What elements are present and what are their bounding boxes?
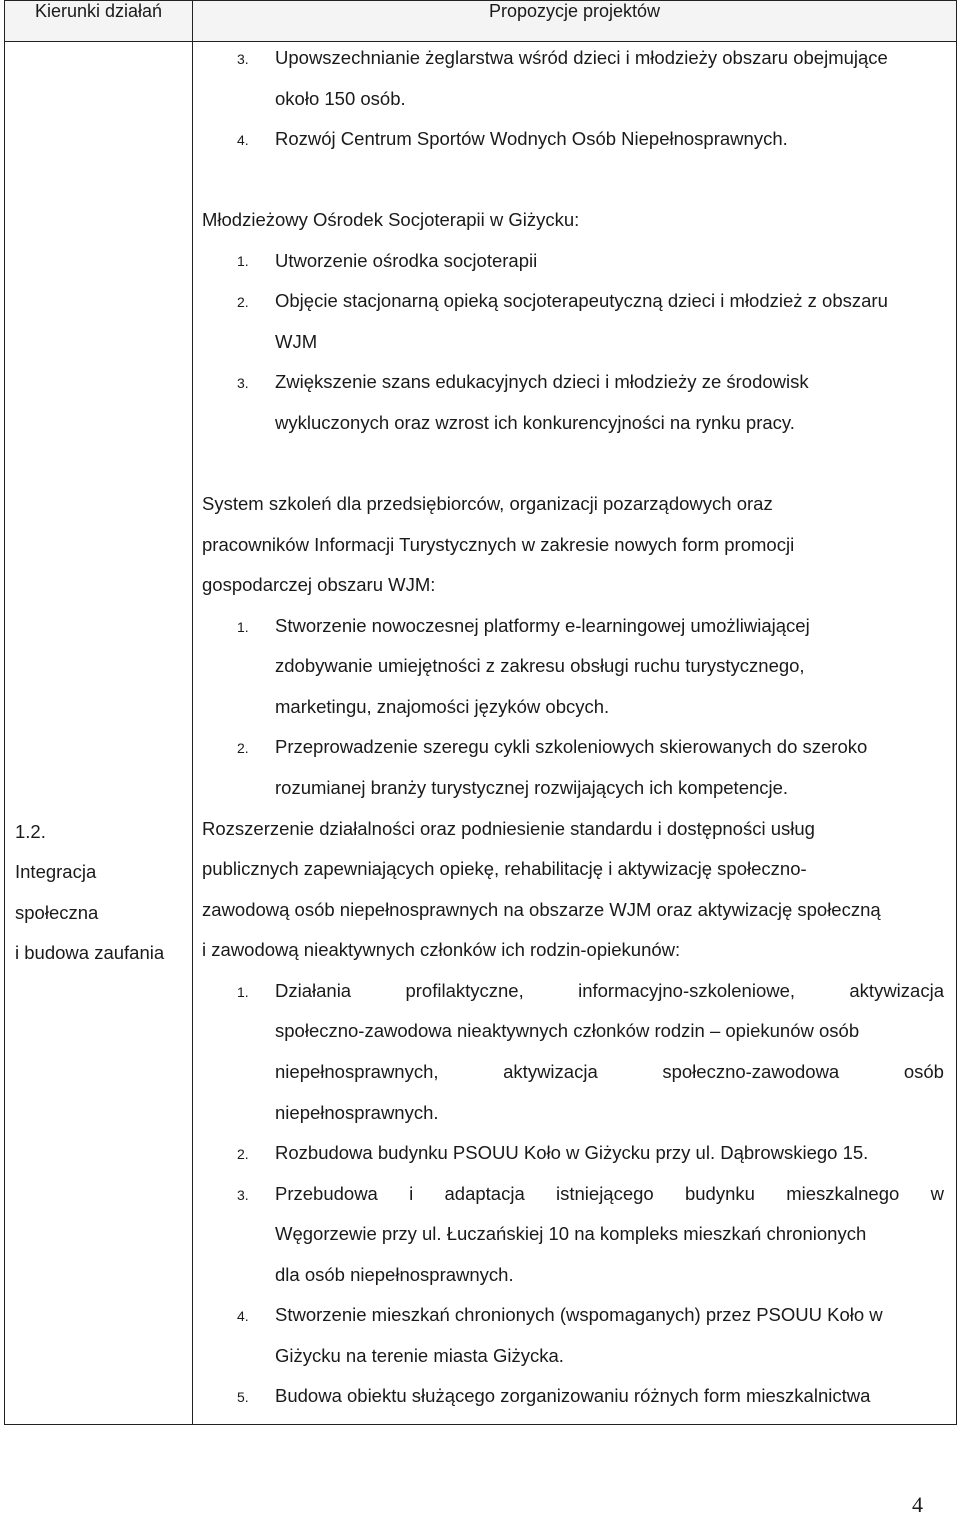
list-item-line: marketingu, znajomości języków obcych.: [275, 696, 610, 717]
proposals-cell: [193, 42, 957, 1425]
list-number: 5.: [237, 1389, 249, 1405]
table-row: [5, 42, 957, 1425]
list-item-line: dla osób niepełnosprawnych.: [275, 1264, 514, 1285]
list-number: 3.: [237, 51, 249, 67]
word: informacyjno-szkoleniowe,: [578, 980, 796, 1001]
list-item-line: Utworzenie ośrodka socjoterapii: [275, 250, 538, 271]
word: profilaktyczne,: [405, 980, 524, 1001]
justified-line: [275, 979, 944, 1003]
list-item-line: Stworzenie nowoczesnej platformy e-learningowej umożliwiającej: [275, 615, 810, 636]
word: aktywizacja: [849, 980, 944, 1001]
word: niepełnosprawnych,: [275, 1061, 439, 1082]
list-item-line: zdobywanie umiejętności z zakresu obsługi ruchu turystycznego,: [275, 655, 805, 676]
section-intro-line: System szkoleń dla przedsiębiorców, organizacji pozarządowych oraz: [202, 493, 773, 514]
section-intro-line: zawodową osób niepełnosprawnych na obszarze WJM oraz aktywizację społeczną: [202, 899, 881, 920]
projects-table: [4, 0, 957, 1425]
table-header-row: [5, 1, 957, 42]
word: społeczno-zawodowa: [662, 1061, 840, 1082]
direction-line: Integracja: [15, 861, 97, 882]
section-intro-line: gospodarczej obszaru WJM:: [202, 574, 436, 595]
page-number: 4: [912, 1492, 923, 1517]
list-number: 2.: [237, 740, 249, 756]
list-item-line: Objęcie stacjonarną opieką socjoterapeutyczną dzieci i młodzież z obszaru: [275, 290, 888, 311]
word: istniejącego: [556, 1183, 654, 1204]
list-item-line: społeczno-zawodowa nieaktywnych członków rodzin – opiekunów osób: [275, 1020, 860, 1041]
word: w: [930, 1183, 944, 1204]
list-item-line: WJM: [275, 331, 318, 352]
list-item-line: Stworzenie mieszkań chronionych (wspomaganych) przez PSOUU Koło w: [275, 1304, 883, 1325]
directions-cell: [5, 42, 193, 1425]
list-item-line: Budowa obiektu służącego zorganizowaniu różnych form mieszkalnictwa: [275, 1385, 871, 1406]
list-number: 4.: [237, 1308, 249, 1324]
list-item-line: Przeprowadzenie szeregu cykli szkoleniowych skierowanych do szeroko: [275, 736, 868, 757]
word: osób: [903, 1061, 944, 1082]
word: Działania: [275, 980, 352, 1001]
justified-line: [275, 1182, 944, 1206]
section-intro-line: publicznych zapewniających opiekę, rehabilitację i aktywizację społeczno-: [202, 858, 807, 879]
list-number: 4.: [237, 132, 249, 148]
direction-line: i budowa zaufania: [15, 942, 165, 963]
word: mieszkalnego: [786, 1183, 900, 1204]
direction-number: 1.2.: [15, 821, 46, 842]
word: adaptacja: [444, 1183, 525, 1204]
list-item-line: Węgorzewie przy ul. Łuczańskiej 10 na kompleks mieszkań chronionych: [275, 1223, 867, 1244]
list-number: 3.: [237, 375, 249, 391]
word: Przebudowa: [275, 1183, 378, 1204]
word: budynku: [684, 1183, 755, 1204]
section-intro-line: pracowników Informacji Turystycznych w zakresie nowych form promocji: [202, 534, 795, 555]
list-item-line: około 150 osób.: [275, 88, 406, 109]
list-number: 3.: [237, 1187, 249, 1203]
list-number: 1.: [237, 984, 249, 1000]
list-number: 1.: [237, 253, 249, 269]
word: aktywizacja: [503, 1061, 598, 1082]
list-item-line: Rozbudowa budynku PSOUU Koło w Giżycku przy ul. Dąbrowskiego 15.: [275, 1142, 869, 1163]
list-item-line: Rozwój Centrum Sportów Wodnych Osób Niepełnosprawnych.: [275, 128, 788, 149]
header-propozycje: Propozycje projektów: [193, 1, 957, 42]
list-item-line: niepełnosprawnych.: [275, 1102, 439, 1123]
section-heading: Młodzieżowy Ośrodek Socjoterapii w Giżycku:: [202, 209, 580, 230]
word: i: [409, 1183, 414, 1204]
list-number: 2.: [237, 1146, 249, 1162]
list-item-line: Zwiększenie szans edukacyjnych dzieci i młodzieży ze środowisk: [275, 371, 809, 392]
list-item-line: Giżycku na terenie miasta Giżycka.: [275, 1345, 564, 1366]
list-item-line: Upowszechnianie żeglarstwa wśród dzieci i młodzieży obszaru obejmujące: [275, 47, 888, 68]
header-kierunki: Kierunki działań: [5, 1, 193, 42]
section-intro-line: Rozszerzenie działalności oraz podniesienie standardu i dostępności usług: [202, 818, 815, 839]
section-intro-line: i zawodową nieaktywnych członków ich rodzin-opiekunów:: [202, 939, 681, 960]
list-item-line: rozumianej branży turystycznej rozwijających ich kompetencje.: [275, 777, 789, 798]
justified-line: [275, 1060, 944, 1084]
list-item-line: wykluczonych oraz wzrost ich konkurencyjności na rynku pracy.: [275, 412, 795, 433]
list-number: 1.: [237, 619, 249, 635]
direction-line: społeczna: [15, 902, 99, 923]
list-number: 2.: [237, 294, 249, 310]
